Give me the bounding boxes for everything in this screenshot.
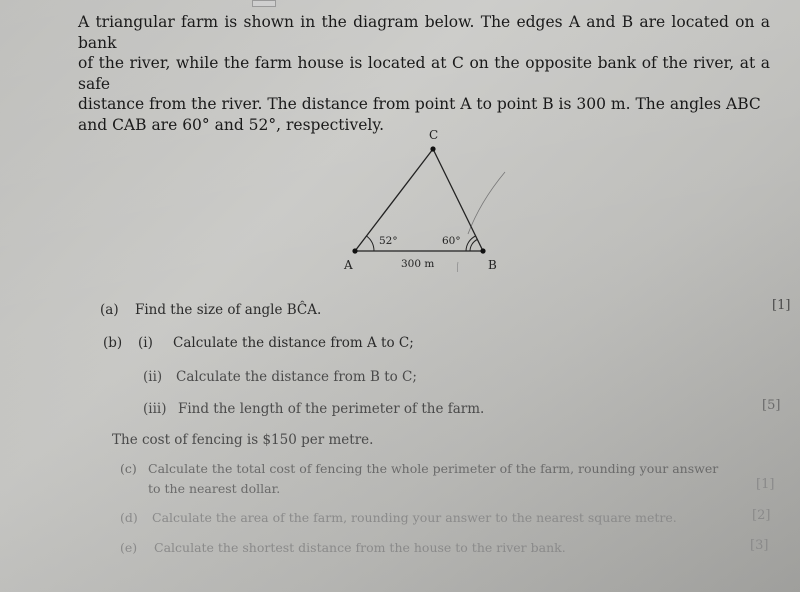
question-c-line2: to the nearest dollar. <box>148 481 281 496</box>
vertex-a-dot <box>352 248 357 253</box>
intro-line-3: distance from the river. The distance from point A to point B is 300 m. The angles ABC <box>78 95 761 113</box>
triangle-diagram <box>330 122 520 272</box>
vertex-c-label: C <box>429 128 439 142</box>
pen-mark-tail <box>457 262 460 272</box>
vertex-a-label: A <box>344 258 353 272</box>
angle-arc-a <box>367 236 375 251</box>
side-ab-label: 300 m <box>401 258 435 270</box>
question-d-text: Calculate the area of the farm, rounding your answer to the nearest square metre. <box>152 510 677 525</box>
fencing-cost-note: The cost of fencing is $150 per metre. <box>112 432 374 448</box>
question-c-marks: [1] <box>756 477 775 492</box>
angle-arc-b2 <box>470 240 477 252</box>
question-c <box>120 461 718 476</box>
question-e-text: Calculate the shortest distance from the house to the river bank. <box>154 540 566 555</box>
question-d-label: (d) <box>120 510 138 525</box>
intro-line-1: A triangular farm is shown in the diagram below. The edges A and B are located on a bank <box>78 13 770 52</box>
intro-line-2: of the river, while the farm house is located at C on the opposite bank of the river, at a safe <box>78 54 770 93</box>
question-a-text: Find the size of angle BĈA. <box>135 302 322 318</box>
question-b-ii-text: Calculate the distance from B to C; <box>176 369 417 385</box>
vertex-c-dot <box>430 146 435 151</box>
question-b-iii-label: (iii) <box>143 401 167 417</box>
question-a-label: (a) <box>100 302 119 318</box>
question-b-iii <box>143 401 484 417</box>
page-top-mark <box>252 0 276 7</box>
question-c-text-line1: Calculate the total cost of fencing the whole perimeter of the farm, rounding your answer <box>148 461 719 476</box>
question-b-ii-label: (ii) <box>143 369 163 385</box>
question-e-label: (e) <box>120 540 138 555</box>
question-b-i-label: (i) <box>138 335 153 351</box>
question-c-label: (c) <box>120 461 137 476</box>
question-b-label: (b) <box>103 335 123 351</box>
question-e <box>120 540 566 555</box>
angle-arc-b <box>466 236 476 251</box>
question-a-marks: [1] <box>772 298 791 313</box>
question-a <box>100 302 321 318</box>
vertex-b-dot <box>480 248 485 253</box>
question-d <box>120 510 677 525</box>
question-b-marks: [5] <box>762 398 781 413</box>
vertex-b-label: B <box>488 258 497 272</box>
question-d-marks: [2] <box>752 508 771 523</box>
angle-b-label: 60° <box>442 235 461 247</box>
pen-mark <box>468 172 505 234</box>
question-b-ii <box>143 369 417 385</box>
question-b-iii-text: Find the length of the perimeter of the farm. <box>178 401 485 417</box>
intro-line-4: and CAB are 60° and 52°, respectively. <box>78 115 385 134</box>
question-b-i-text: Calculate the distance from A to C; <box>173 335 414 351</box>
question-e-marks: [3] <box>750 538 769 553</box>
problem-statement <box>78 12 770 135</box>
angle-a-label: 52° <box>379 235 398 247</box>
question-b <box>103 335 414 351</box>
